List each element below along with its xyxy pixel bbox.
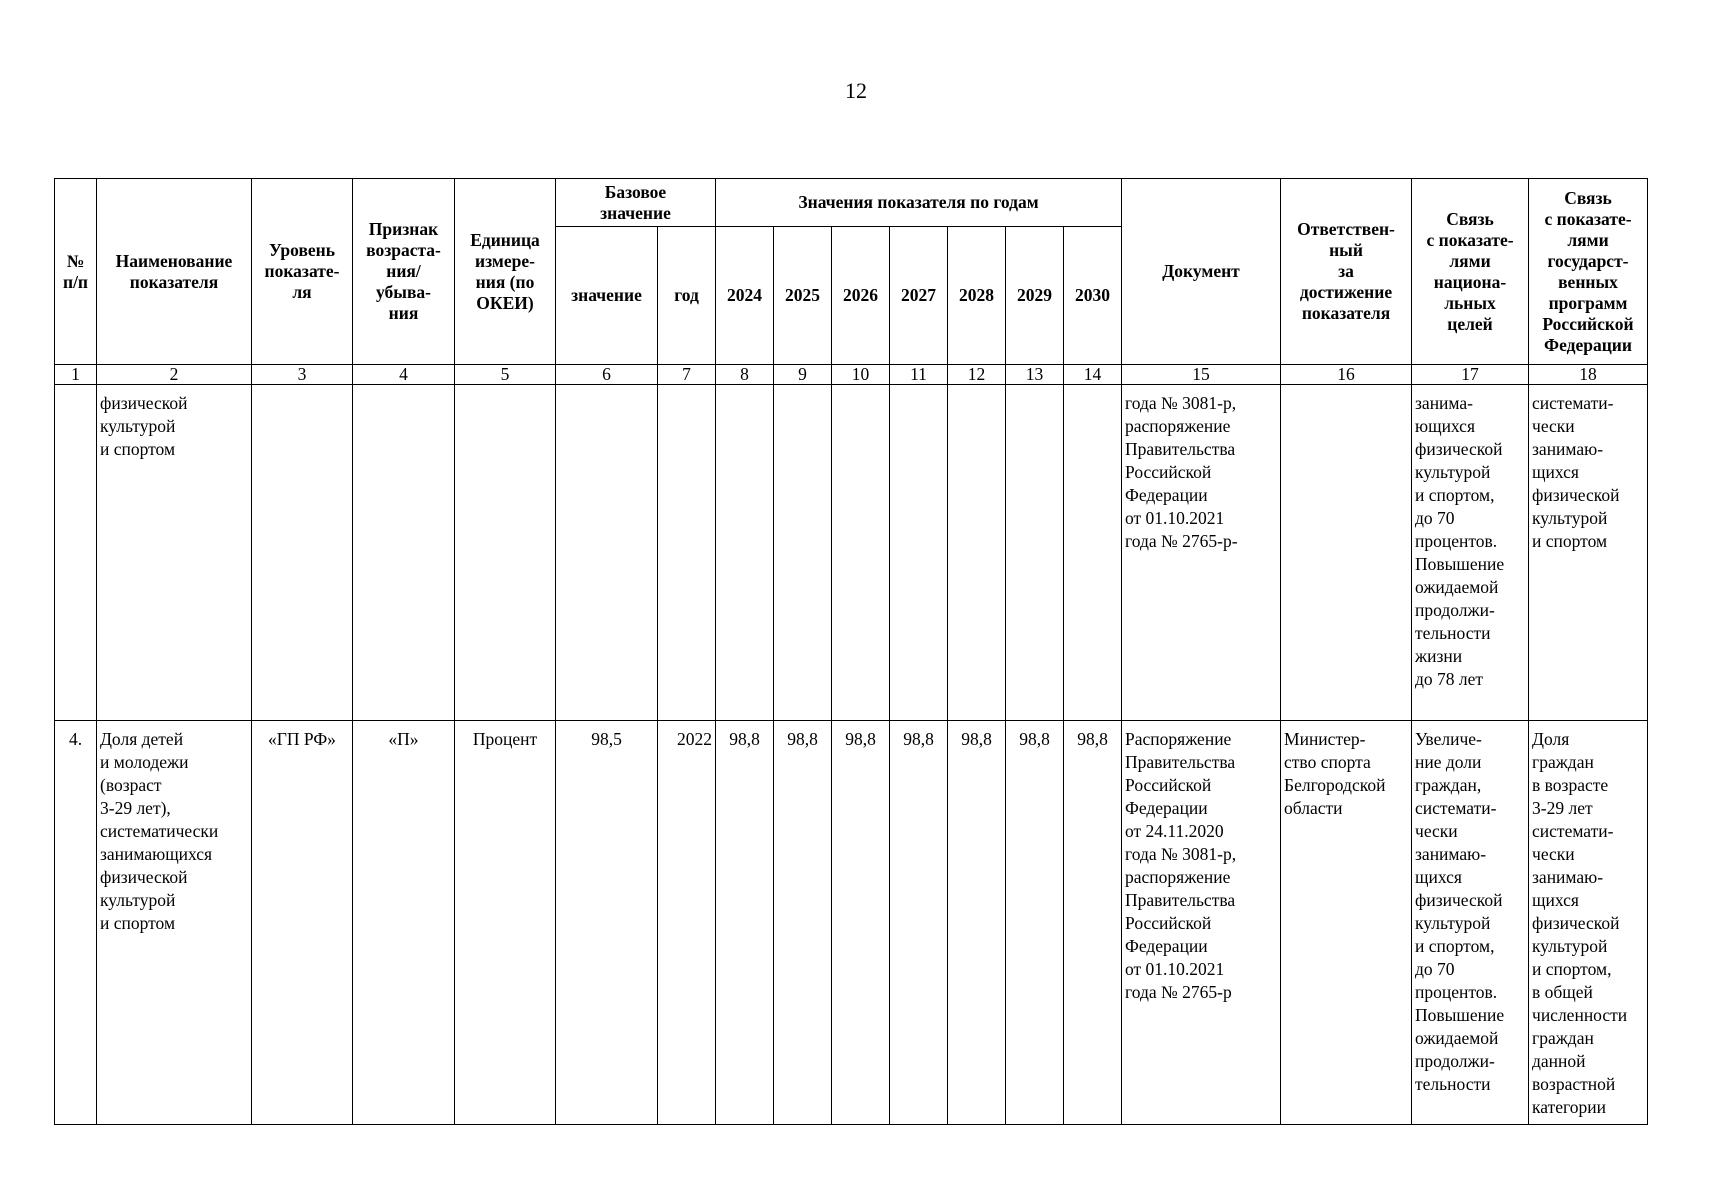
value-2025	[774, 385, 832, 721]
responsible	[1281, 385, 1412, 721]
column-number: 9	[774, 365, 832, 385]
row-num	[55, 385, 97, 721]
column-number: 7	[658, 365, 716, 385]
indicator-name: Доля детей и молодежи (возраст 3-29 лет), систематически занимающихся физической культурой и спортом	[97, 721, 252, 1125]
indicators-table	[54, 178, 1648, 1125]
header-unit: Единица измере- ния (по ОКЕИ)	[455, 179, 556, 365]
value-2024: 98,8	[716, 721, 774, 1125]
base-year: 2022	[658, 721, 716, 1125]
header-base-group: Базовое значение	[556, 179, 716, 227]
column-number: 12	[948, 365, 1006, 385]
value-2026	[832, 385, 890, 721]
indicator-unit: Процент	[455, 721, 556, 1125]
gp-indicators-link: Доля граждан в возрасте 3-29 лет системати- чески занимаю- щихся физической культурой и спортом, в общей численности граждан данной возрастной категории	[1529, 721, 1648, 1125]
column-number: 13	[1006, 365, 1064, 385]
indicator-level	[252, 385, 353, 721]
column-number: 18	[1529, 365, 1648, 385]
header-year-2025: 2025	[774, 227, 832, 365]
table-row	[55, 385, 1648, 721]
column-number: 1	[55, 365, 97, 385]
responsible: Министер- ство спорта Белгородской области	[1281, 721, 1412, 1125]
column-number: 16	[1281, 365, 1412, 385]
base-year	[658, 385, 716, 721]
national-goals-link: занима- ющихся физической культурой и спортом, до 70 процентов. Повышение ожидаемой продолжи- тельности жизни до 78 лет	[1412, 385, 1529, 721]
header-level: Уровень показате- ля	[252, 179, 353, 365]
table-header	[55, 179, 1648, 365]
value-2027	[890, 385, 948, 721]
page-number: 12	[845, 78, 867, 103]
gp-indicators-link: системати- чески занимаю- щихся физической культурой и спортом	[1529, 385, 1648, 721]
indicator-sign: «П»	[353, 721, 455, 1125]
header-sign: Признак возраста- ния/ убыва- ния	[353, 179, 455, 365]
value-2030: 98,8	[1064, 721, 1122, 1125]
table-row	[55, 721, 1648, 1125]
header-year-2030: 2030	[1064, 227, 1122, 365]
header-responsible: Ответствен- ный за достижение показателя	[1281, 179, 1412, 365]
column-number: 3	[252, 365, 353, 385]
value-2026: 98,8	[832, 721, 890, 1125]
column-number: 4	[353, 365, 455, 385]
column-number: 2	[97, 365, 252, 385]
header-document: Документ	[1122, 179, 1281, 365]
value-2024	[716, 385, 774, 721]
document: года № 3081-р, распоряжение Правительства Российской Федерации от 01.10.2021 года № 2765-р-	[1122, 385, 1281, 721]
header-gp-link: Связь с показате- лями государст- венных программ Российской Федерации	[1529, 179, 1648, 365]
header-name: Наименование показателя	[97, 179, 252, 365]
column-number: 5	[455, 365, 556, 385]
indicator-name: физической культурой и спортом	[97, 385, 252, 721]
value-2025: 98,8	[774, 721, 832, 1125]
header-year-2026: 2026	[832, 227, 890, 365]
value-2030	[1064, 385, 1122, 721]
value-2028	[948, 385, 1006, 721]
value-2028: 98,8	[948, 721, 1006, 1125]
value-2029: 98,8	[1006, 721, 1064, 1125]
header-year-2027: 2027	[890, 227, 948, 365]
column-number: 11	[890, 365, 948, 385]
header-base-year: год	[658, 227, 716, 365]
column-number: 10	[832, 365, 890, 385]
national-goals-link: Увеличе- ние доли граждан, системати- чески занимаю- щихся физической культурой и спортом, до 70 процентов. Повышение ожидаемой продолжи- тельности	[1412, 721, 1529, 1125]
value-2027: 98,8	[890, 721, 948, 1125]
header-year-2028: 2028	[948, 227, 1006, 365]
column-number: 6	[556, 365, 658, 385]
indicator-level: «ГП РФ»	[252, 721, 353, 1125]
column-number: 17	[1412, 365, 1529, 385]
header-years-group: Значения показателя по годам	[716, 179, 1122, 227]
column-number: 8	[716, 365, 774, 385]
header-num: № п/п	[55, 179, 97, 365]
header-base-value: значение	[556, 227, 658, 365]
base-value: 98,5	[556, 721, 658, 1125]
column-number: 14	[1064, 365, 1122, 385]
row-num: 4.	[55, 721, 97, 1125]
document: Распоряжение Правительства Российской Федерации от 24.11.2020 года № 3081-р, распоряжение Правительства Российской Федерации от 01.10.2021 года № 2765-р	[1122, 721, 1281, 1125]
header-national-goals: Связь с показате- лями национа- льных целей	[1412, 179, 1529, 365]
header-year-2024: 2024	[716, 227, 774, 365]
header-year-2029: 2029	[1006, 227, 1064, 365]
base-value	[556, 385, 658, 721]
column-number: 15	[1122, 365, 1281, 385]
value-2029	[1006, 385, 1064, 721]
column-numbers-row	[55, 365, 1648, 385]
indicator-unit	[455, 385, 556, 721]
indicator-sign	[353, 385, 455, 721]
